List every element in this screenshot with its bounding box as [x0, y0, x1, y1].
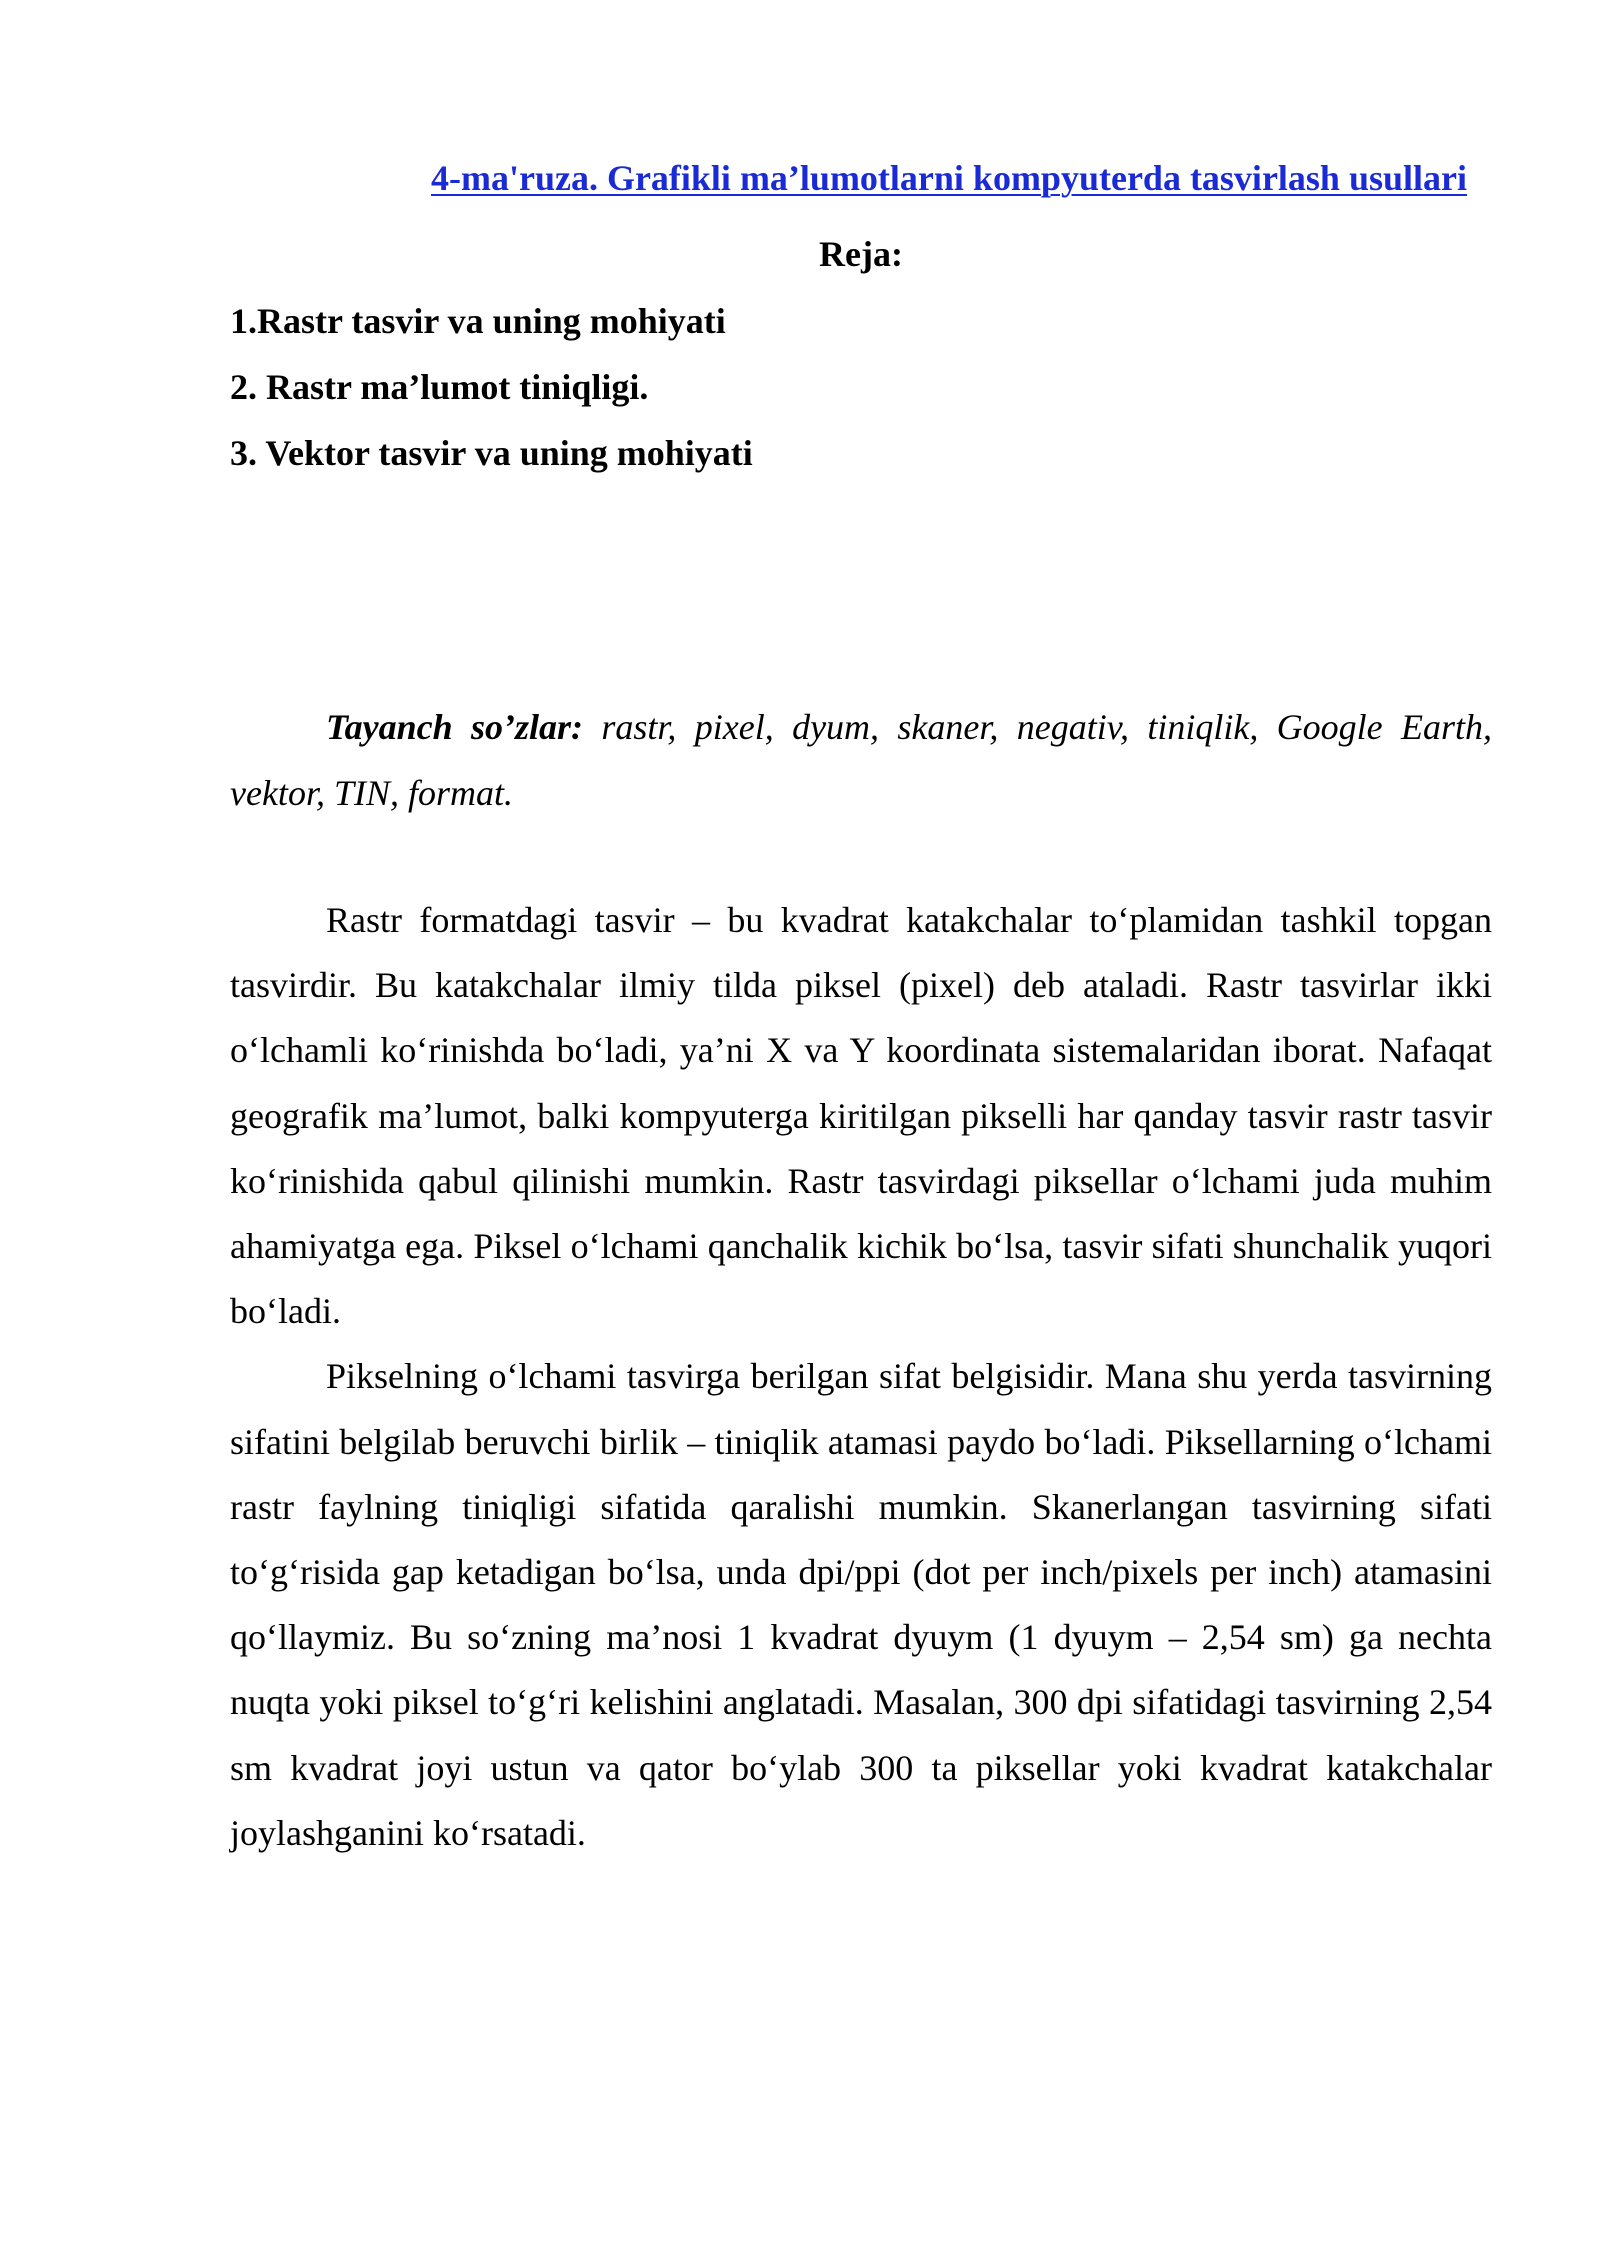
keywords-paragraph — [230, 694, 1492, 826]
plan-heading: Reja: — [819, 234, 903, 274]
body-text — [230, 888, 1492, 1866]
keywords-label: Tayanch so’zlar: — [326, 707, 584, 747]
plan-item: 1.Rastr tasvir va uning mohiyati — [230, 301, 726, 341]
keywords-text: rastr, pixel, dyum, skaner, negativ, tiniqlik, Google Earth, vektor, TIN, format. — [230, 707, 1492, 813]
lecture-title — [318, 148, 1580, 208]
plan-item: 3. Vektor tasvir va uning mohiyati — [230, 433, 753, 473]
lecture-title-link[interactable]: 4-ma'ruza. Grafikli ma’lumotlarni kompyuterda tasvirlash usullari — [430, 158, 1467, 198]
plan-list — [230, 288, 1492, 486]
body-paragraph: Pikselning o‘lchami tasvirga berilgan sifat belgisidir. Mana shu yerda tasvirning sifatini belgilab beruvchi birlik – tiniqlik atamasi paydo bo‘ladi. Piksellarning o‘lchami rastr faylning tiniqligi sifatida qaralishi mumkin. Skanerlangan tasvirning sifati to‘g‘risida gap ketadigan bo‘lsa, unda dpi/ppi (dot per inch/pixels per inch) atamasini qo‘llaymiz. Bu so‘zning ma’nosi 1 kvadrat dyuym (1 dyuym – 2,54 sm) ga nechta nuqta yoki piksel to‘g‘ri kelishini anglatadi. Masalan, 300 dpi sifatidagi tasvirning 2,54 sm kvadrat joyi ustun va qator bo‘ylab 300 ta piksellar yoki kvadrat katakchalar joylashganini ko‘rsatadi. — [230, 1356, 1492, 1853]
plan-item: 2. Rastr ma’lumot tiniqligi. — [230, 367, 649, 407]
body-paragraph: Rastr formatdagi tasvir – bu kvadrat katakchalar to‘plamidan tashkil topgan tasvirdir. Bu katakchalar ilmiy tilda piksel (pixel) deb ataladi. Rastr tasvirlar ikki o‘lchamli ko‘rinishda bo‘ladi, ya’ni X va Y koordinata sistemalaridan iborat. Nafaqat geografik ma’lumot, balki kompyuterga kiritilgan pikselli har qanday tasvir rastr tasvir ko‘rinishida qabul qilinishi mumkin. Rastr tasvirdagi piksellar o‘lchami juda muhim ahamiyatga ega. Piksel o‘lchami qanchalik kichik bo‘lsa, tasvir sifati shunchalik yuqori bo‘ladi. — [230, 900, 1492, 1332]
